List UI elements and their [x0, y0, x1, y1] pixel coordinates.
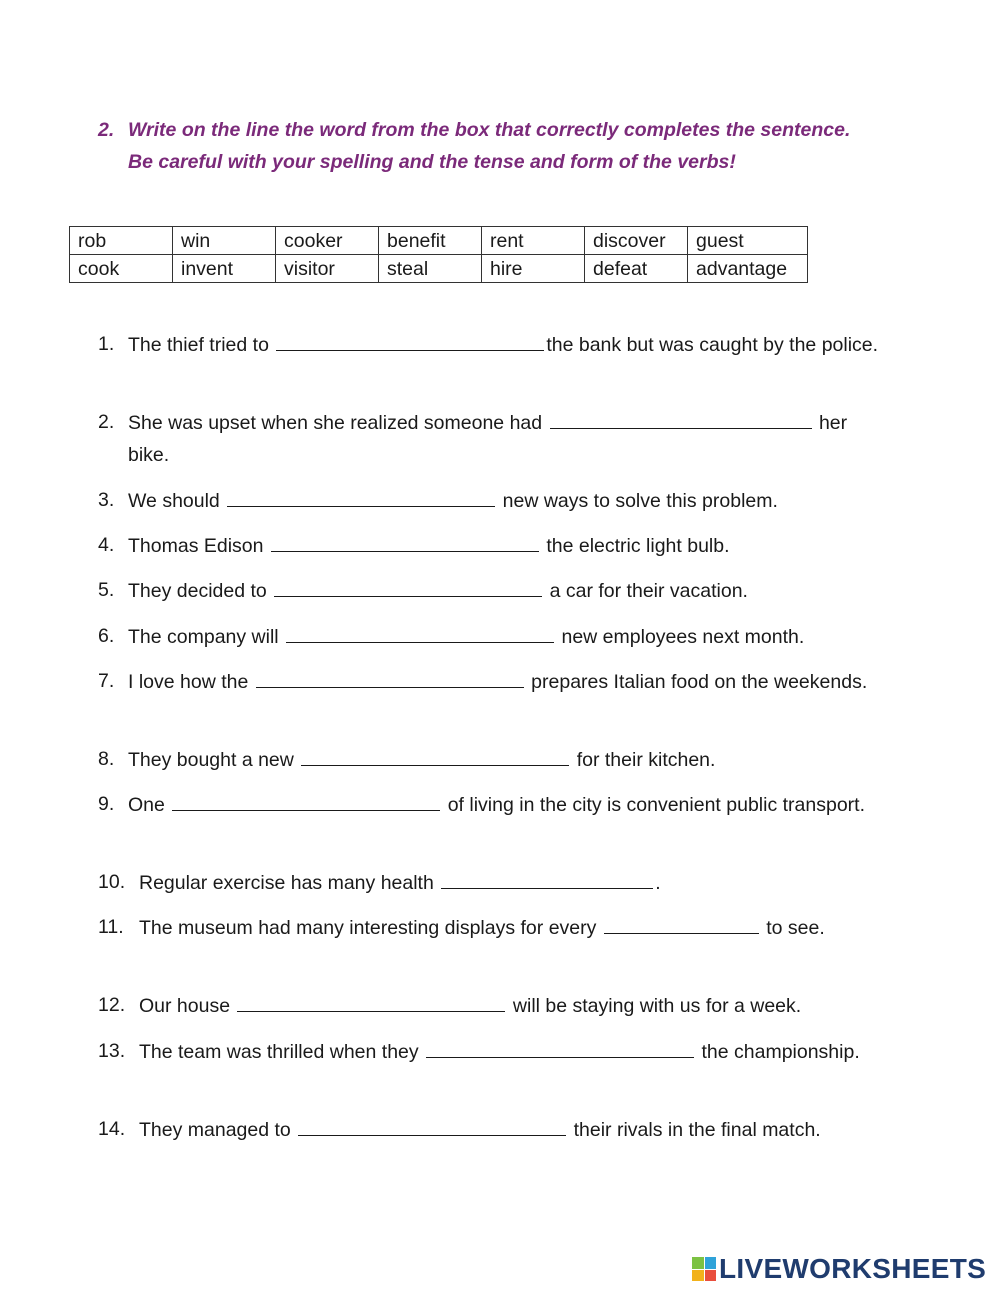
- question-text: their rivals in the final match.: [573, 1119, 821, 1141]
- answer-blank[interactable]: [237, 989, 505, 1012]
- question-text: They managed to: [139, 1119, 291, 1141]
- word-cell: invent: [173, 255, 276, 283]
- word-cell: benefit: [379, 227, 482, 255]
- question-number: 10.: [98, 871, 126, 893]
- answer-blank[interactable]: [271, 529, 539, 552]
- question-2: [98, 406, 888, 471]
- word-cell: rob: [70, 227, 173, 255]
- question-text: of living in the city is convenient public transport.: [447, 794, 866, 816]
- question-number: 3.: [98, 489, 115, 511]
- question-number: 9.: [98, 793, 115, 815]
- question-text: I love how the: [128, 671, 249, 693]
- question-text: Our house: [139, 995, 231, 1017]
- word-cell: defeat: [585, 255, 688, 283]
- answer-blank[interactable]: [276, 328, 544, 351]
- question-13: [98, 1035, 888, 1068]
- question-text: will be staying with us for a week.: [512, 995, 802, 1017]
- question-text: new employees next month.: [561, 626, 805, 648]
- question-number: 11.: [98, 916, 124, 938]
- liveworksheets-brand: [692, 1252, 986, 1286]
- question-text: The museum had many interesting displays for every: [139, 917, 597, 939]
- answer-blank[interactable]: [301, 743, 569, 766]
- question-number: 4.: [98, 534, 115, 556]
- word-cell: steal: [379, 255, 482, 283]
- question-number: 1.: [98, 333, 115, 355]
- question-number: 12.: [98, 994, 126, 1016]
- instruction: [98, 114, 858, 178]
- question-number: 5.: [98, 579, 115, 601]
- question-12: [98, 989, 888, 1022]
- answer-blank[interactable]: [550, 406, 812, 429]
- word-box-row: [70, 227, 808, 255]
- question-number: 7.: [98, 670, 115, 692]
- answer-blank[interactable]: [286, 620, 554, 643]
- question-10: [98, 866, 888, 899]
- question-text: The thief tried to: [128, 334, 269, 356]
- question-text: .: [655, 872, 661, 894]
- question-text: prepares Italian food on the weekends.: [531, 671, 868, 693]
- question-text: They decided to: [128, 580, 267, 602]
- brand-name: LIVEWORKSHEETS: [719, 1253, 987, 1284]
- question-9: [98, 788, 888, 821]
- answer-blank[interactable]: [441, 866, 653, 889]
- question-14: [98, 1113, 888, 1146]
- question-text: new ways to solve this problem.: [502, 490, 778, 512]
- question-8: [98, 743, 888, 776]
- word-cell: cooker: [276, 227, 379, 255]
- word-box: [69, 226, 808, 283]
- question-text: We should: [128, 490, 220, 512]
- question-text: the championship.: [701, 1041, 860, 1063]
- question-number: 14.: [98, 1118, 126, 1140]
- question-7: [98, 665, 888, 698]
- word-cell: hire: [482, 255, 585, 283]
- word-cell: cook: [70, 255, 173, 283]
- answer-blank[interactable]: [172, 788, 440, 811]
- question-6: [98, 620, 888, 653]
- answer-blank[interactable]: [256, 665, 524, 688]
- word-cell: visitor: [276, 255, 379, 283]
- answer-blank[interactable]: [426, 1035, 694, 1058]
- question-text: Regular exercise has many health: [139, 872, 434, 894]
- question-text: One: [128, 794, 165, 816]
- question-5: [98, 574, 888, 607]
- question-text: The team was thrilled when they: [139, 1041, 419, 1063]
- question-text: her bike.: [128, 412, 848, 466]
- question-text: for their kitchen.: [576, 749, 716, 771]
- question-text: the electric light bulb.: [546, 535, 730, 557]
- question-number: 6.: [98, 625, 115, 647]
- instruction-number: 2.: [98, 119, 115, 141]
- answer-blank[interactable]: [604, 911, 759, 934]
- question-text: The company will: [128, 626, 279, 648]
- question-text: They bought a new: [128, 749, 294, 771]
- word-box-row: [70, 255, 808, 283]
- question-4: [98, 529, 888, 562]
- word-cell: advantage: [688, 255, 808, 283]
- question-text: to see.: [766, 917, 825, 939]
- answer-blank[interactable]: [298, 1113, 566, 1136]
- instruction-text: Write on the line the word from the box that correctly completes the sentence. Be careful with your spelling and the tense and form of the verbs!: [128, 119, 851, 173]
- question-number: 13.: [98, 1040, 126, 1062]
- word-cell: discover: [585, 227, 688, 255]
- question-number: 8.: [98, 748, 115, 770]
- question-1: [98, 328, 888, 361]
- question-text: She was upset when she realized someone had: [128, 412, 543, 434]
- question-text: a car for their vacation.: [549, 580, 748, 602]
- liveworksheets-logo-icon: [692, 1257, 716, 1281]
- question-number: 2.: [98, 411, 115, 433]
- question-11: [98, 911, 888, 944]
- answer-blank[interactable]: [227, 484, 495, 507]
- question-3: [98, 484, 888, 517]
- word-cell: guest: [688, 227, 808, 255]
- word-cell: win: [173, 227, 276, 255]
- question-text: Thomas Edison: [128, 535, 264, 557]
- question-text: the bank but was caught by the police.: [546, 334, 879, 356]
- word-cell: rent: [482, 227, 585, 255]
- answer-blank[interactable]: [274, 574, 542, 597]
